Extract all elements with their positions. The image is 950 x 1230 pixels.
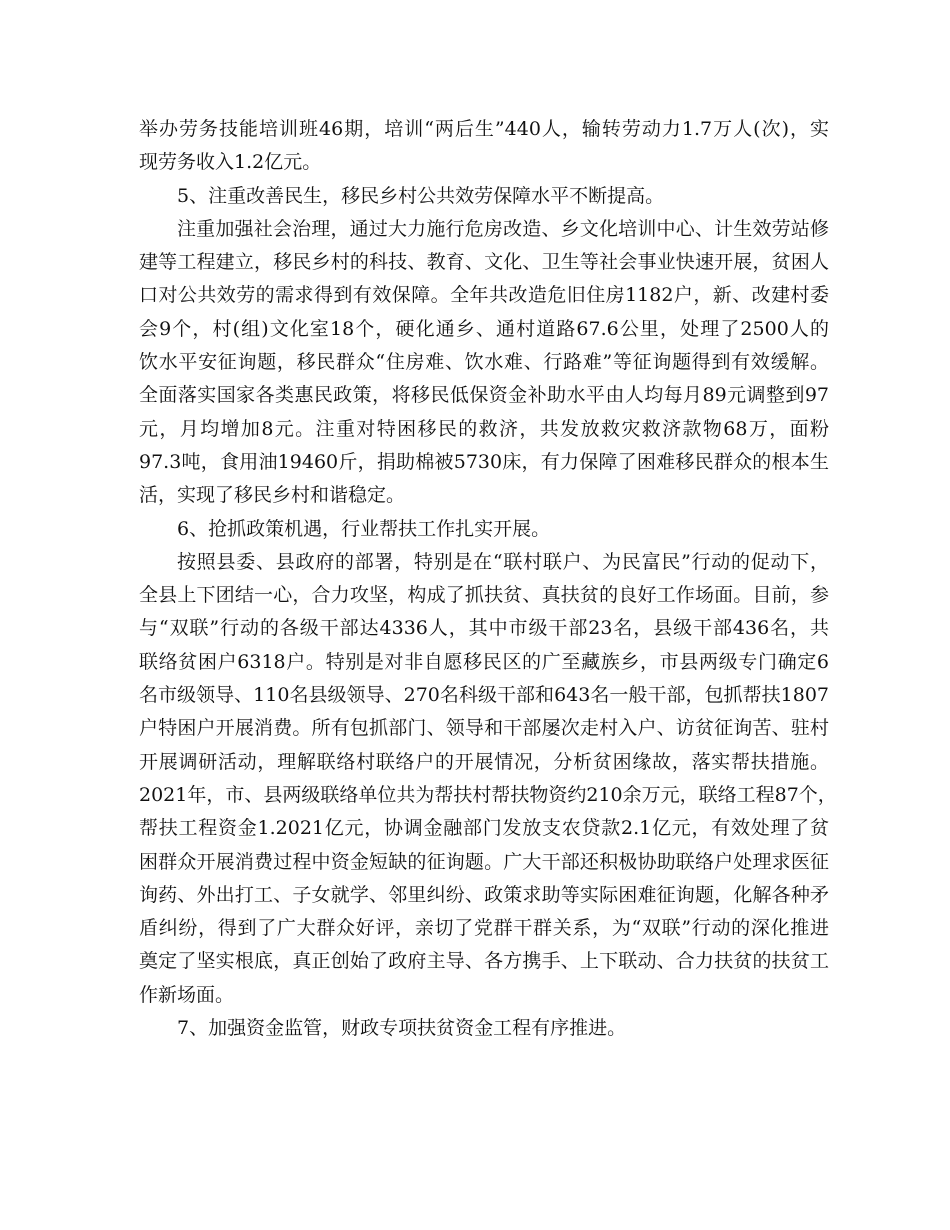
section-heading-7: 7、加强资金监管，财政专项扶贫资金工程有序推进。 (177, 1017, 627, 1040)
text-line: 困群众开展消费过程中资金短缺的征询题。广大干部还积极协助联络户处理求医征 (139, 850, 829, 873)
text-line: 名市级领导、110名县级领导、270名科级干部和643名一般干部，包抓帮扶1807 (139, 684, 829, 707)
text-line: 现劳务收入1.2亿元。 (139, 151, 322, 174)
text-line: 口对公共效劳的需求得到有效保障。全年共改造危旧住房1182户，新、改建村委 (139, 284, 829, 307)
text-line: 户特困户开展消费。所有包抓部门、领导和干部屡次走村入户、访贫征询苦、驻村 (139, 717, 829, 740)
text-line: 会9个，村(组)文化室18个，硬化通乡、通村道路67.6公里，处理了2500人的 (139, 317, 829, 340)
text-line: 举办劳务技能培训班46期，培训“两后生”440人，输转劳动力1.7万人(次)，实 (139, 118, 829, 140)
text-line: 元，月均增加8元。注重对特困移民的救济，共发放救灾救济款物68万，面粉 (139, 417, 829, 440)
text-line: 开展调研活动，理解联络村联络户的开展情况，分析贫困缘故，落实帮扶措施。 (139, 750, 829, 773)
text-line: 活，实现了移民乡村和谐稳定。 (139, 484, 406, 507)
text-line: 注重加强社会治理，通过大力施行危房改造、乡文化培训中心、计生效劳站修 (177, 217, 829, 240)
text-line: 与“双联”行动的各级干部达4336人，其中市级干部23名，县级干部436名，共 (139, 617, 829, 640)
text-line: 饮水平安征询题，移民群众“住房难、饮水难、行路难”等征询题得到有效缓解。 (139, 351, 829, 374)
text-line: 询药、外出打工、子女就学、邻里纠纷、政策求助等实际困难征询题，化解各种矛 (139, 883, 829, 906)
section-heading-6: 6、抢抓政策机遇，行业帮扶工作扎实开展。 (177, 517, 551, 540)
text-line: 2021年，市、县两级联络单位共为帮扶村帮扶物资约210余万元，联络工程87个， (139, 783, 837, 806)
text-line: 全面落实国家各类惠民政策，将移民低保资金补助水平由人均每月89元调整到97 (139, 384, 829, 407)
text-line: 奠定了坚实根底，真正创始了政府主导、各方携手、上下联动、合力扶贫的扶贫工 (139, 950, 829, 973)
text-line: 作新场面。 (139, 983, 235, 1006)
text-line: 按照县委、县政府的部署，特别是在“联村联户、为民富民”行动的促动下， (177, 550, 829, 573)
section-heading-5: 5、注重改善民生，移民乡村公共效劳保障水平不断提高。 (177, 184, 665, 207)
text-line: 97.3吨，食用油19460斤，捐助棉被5730床，有力保障了困难移民群众的根本生 (139, 450, 829, 473)
text-line: 帮扶工程资金1.2021亿元，协调金融部门发放支农贷款2.1亿元，有效处理了贫 (139, 817, 829, 840)
text-line: 联络贫困户6318户。特别是对非自愿移民区的广至藏族乡，市县两级专门确定6 (139, 650, 829, 673)
text-line: 建等工程建立，移民乡村的科技、教育、文化、卫生等社会事业快速开展，贫困人 (139, 251, 829, 274)
body-text (139, 113, 837, 1045)
text-line: 全县上下团结一心，合力攻坚，构成了抓扶贫、真扶贫的良好工作场面。目前，参 (139, 584, 829, 607)
text-line: 盾纠纷，得到了广大群众好评，亲切了党群干群关系，为“双联”行动的深化推进 (139, 917, 829, 940)
